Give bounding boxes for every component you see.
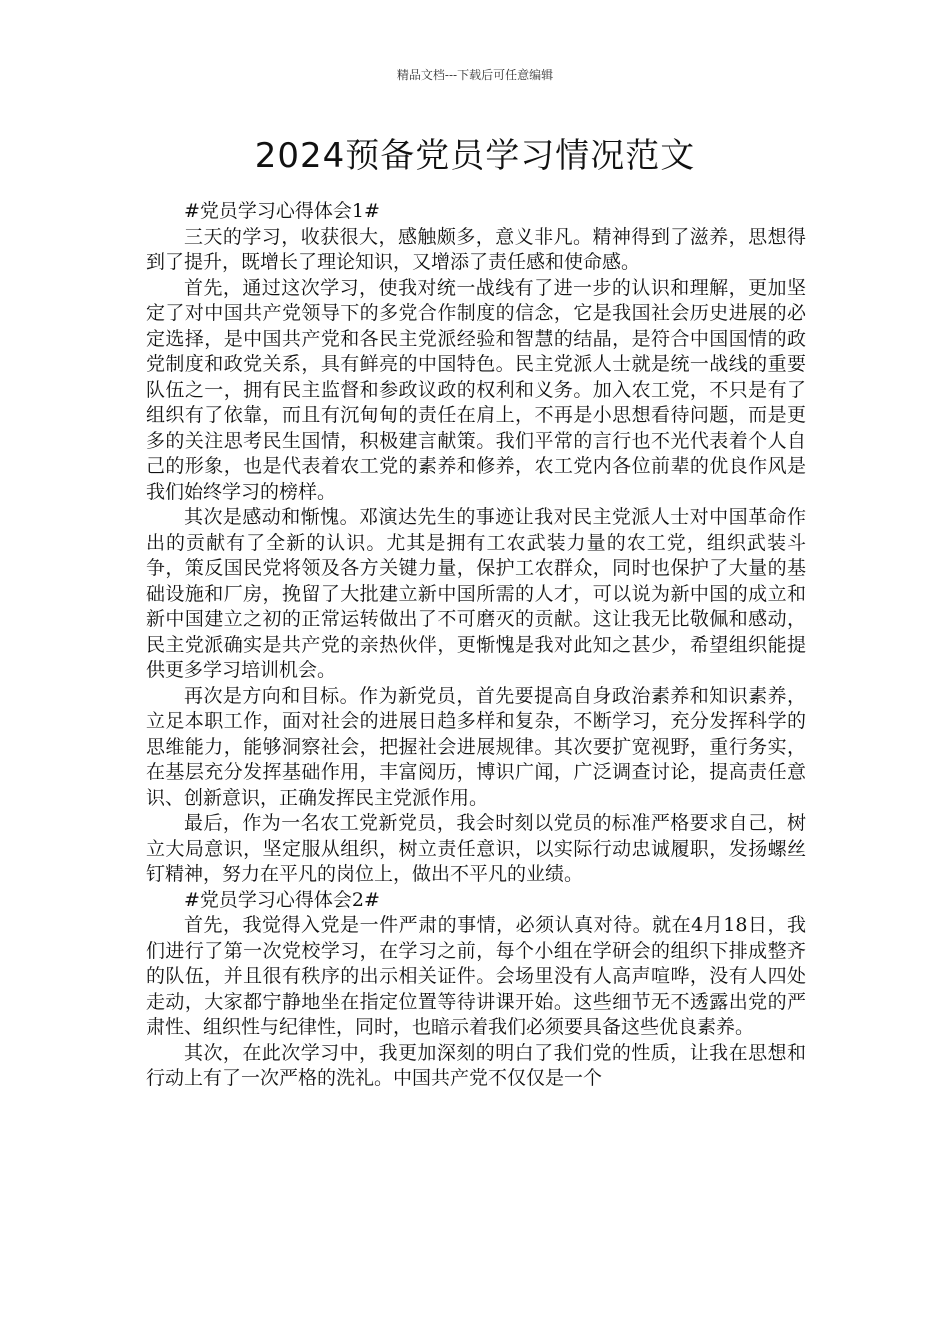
page-header: 精品文档---下载后可任意编辑: [396, 68, 554, 82]
paragraph: 其次，在此次学习中，我更加深刻的明白了我们党的性质，让我在思想和行动上有了一次严格的洗礼。中国共产党不仅仅是一个: [146, 1041, 806, 1089]
page-title: 2024预备党员学习情况范文: [254, 136, 696, 176]
paragraph: 再次是方向和目标。作为新党员，首先要提高自身政治素养和知识素养，立足本职工作，面对社会的进展日趋多样和复杂，不断学习，充分发挥科学的思维能力，能够洞察社会，把握社会进展规律。其次要扩宽视野，重行务实，在基层充分发挥基础作用，丰富阅历，博识广闻，广泛调查讨论，提高责任意识、创新意识，正确发挥民主党派作用。: [146, 684, 806, 809]
paragraph: 首先，通过这次学习，使我对统一战线有了进一步的认识和理解，更加坚定了对中国共产党领导下的多党合作制度的信念，它是我国社会历史进展的必定选择，是中国共产党和各民主党派经验和智慧的结晶，是符合中国国情的政党制度和政党关系，具有鲜亮的中国特色。民主党派人士就是统一战线的重要队伍之一，拥有民主监督和参政议政的权利和义务。加入农工党，不只是有了组织有了依靠，而且有沉甸甸的责任在肩上，不再是小思想看待问题，而是更多的关注思考民生国情，积极建言献策。我们平常的言行也不光代表着个人自己的形象，也是代表着农工党的素养和修养，农工党内各位前辈的优良作风是我们始终学习的榜样。: [146, 276, 806, 503]
document-body: [146, 199, 806, 1092]
paragraph: 最后，作为一名农工党新党员，我会时刻以党员的标准严格要求自己，树立大局意识，坚定服从组织，树立责任意识，以实际行动忠诚履职，发扬螺丝钉精神，努力在平凡的岗位上，做出不平凡的业绩。: [146, 812, 806, 885]
paragraph: 首先，我觉得入党是一件严肃的事情，必须认真对待。就在4月18日，我们进行了第一次党校学习，在学习之前，每个小组在学研会的组织下排成整齐的队伍，并且很有秩序的出示相关证件。会场里没有人高声喧哗，没有人四处走动，大家都宁静地坐在指定位置等待讲课开始。这些细节无不透露出党的严肃性、组织性与纪律性，同时，也暗示着我们必须要具备这些优良素养。: [146, 914, 806, 1038]
paragraph: 其次是感动和惭愧。邓演达先生的事迹让我对民主党派人士对中国革命作出的贡献有了全新的认识。尤其是拥有工农武装力量的农工党，组织武装斗争，策反国民党将领及各方关键力量，保护工农群众，同时也保护了大量的基础设施和厂房，挽留了大批建立新中国所需的人才，可以说为新中国的成立和新中国建立之初的正常运转做出了不可磨灭的贡献。这让我无比敬佩和感动，民主党派确实是共产党的亲热伙伴，更惭愧是我对此知之甚少，希望组织能提供更多学习培训机会。: [146, 506, 806, 681]
section-heading: #党员学习心得体会1#: [184, 200, 380, 222]
section-heading: #党员学习心得体会2#: [184, 888, 380, 911]
paragraph: 三天的学习，收获很大，感触颇多，意义非凡。精神得到了滋养，思想得到了提升，既增长了理论知识，又增添了责任感和使命感。: [146, 225, 806, 273]
